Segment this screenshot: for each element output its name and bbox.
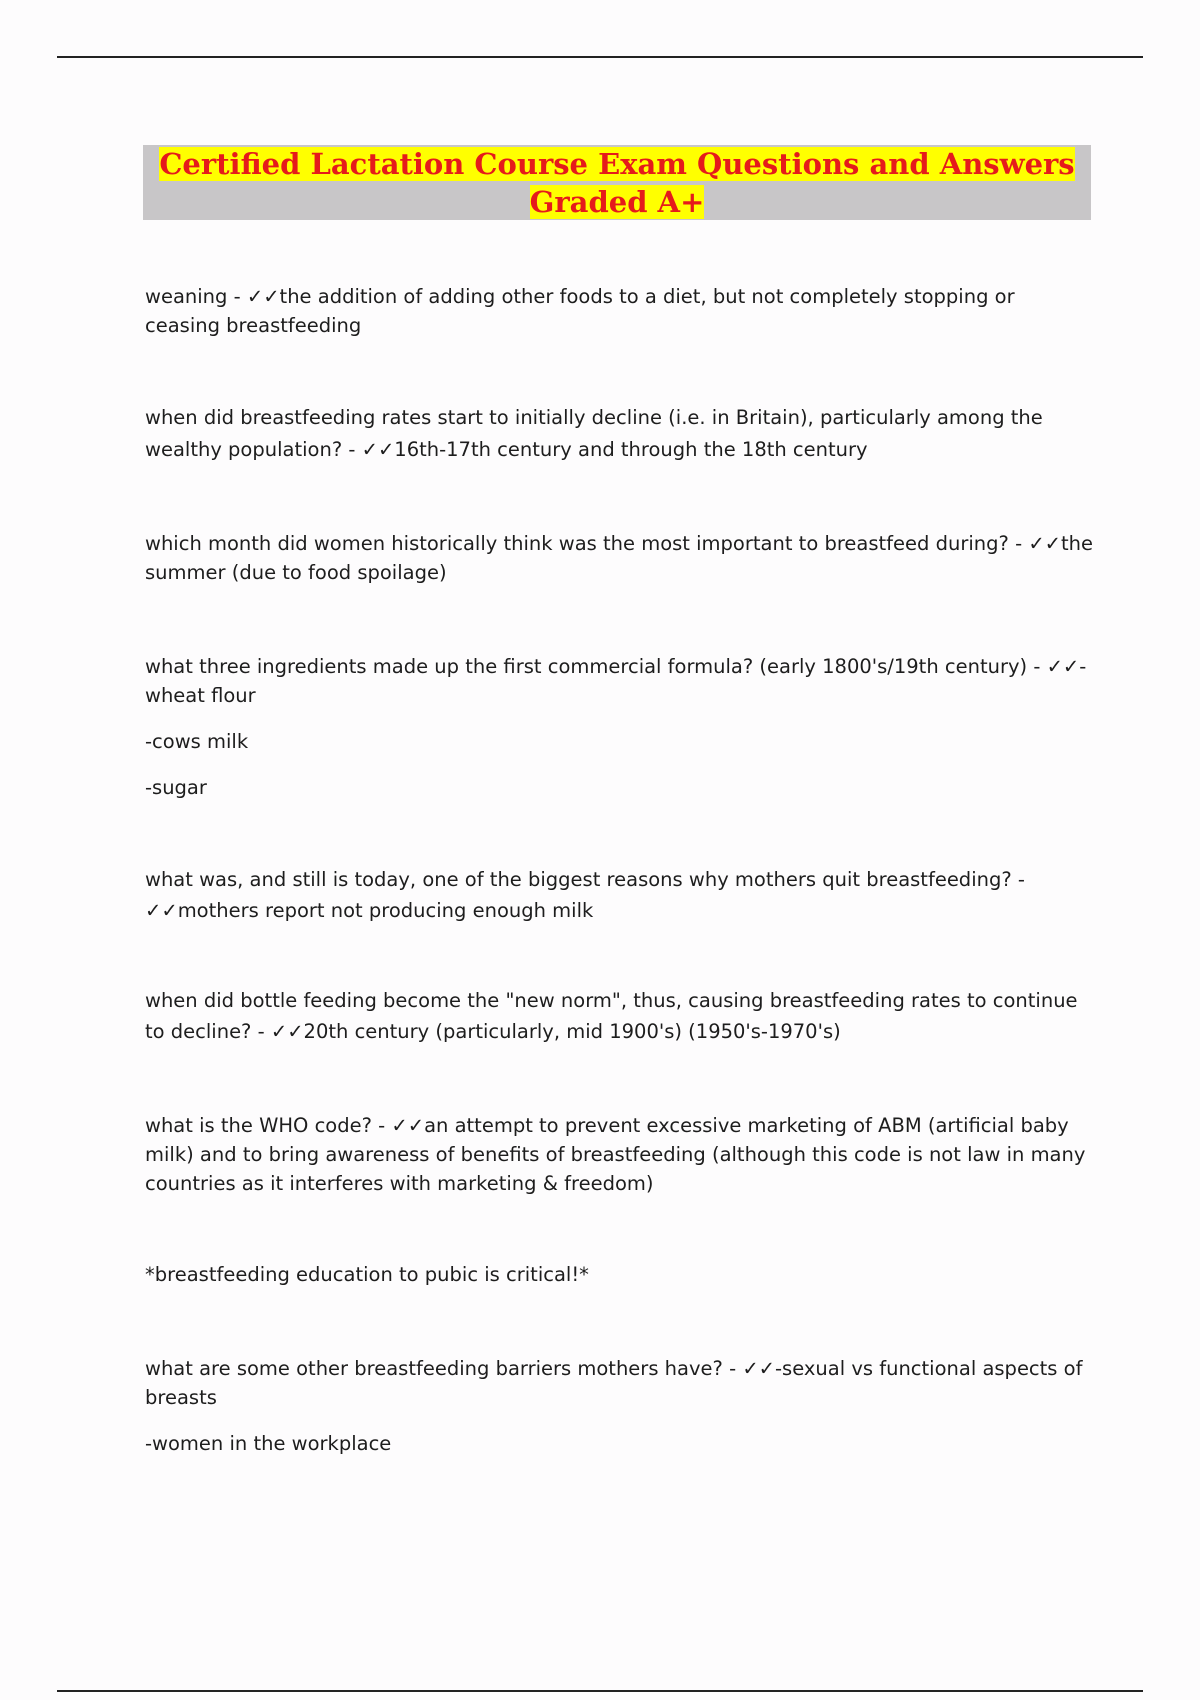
check-mark-icon: ✓✓ — [1028, 532, 1061, 555]
answer-text: mothers report not producing enough milk — [177, 899, 594, 922]
answer-text: -wheat flour — [145, 655, 1087, 707]
check-mark-icon: ✓✓ — [742, 1357, 776, 1380]
answer-text: 20th century (particularly, mid 1900's) (1950's-1970's) — [303, 1020, 841, 1043]
footer-rule — [57, 1690, 1143, 1692]
qa-line: what was, and still is today, one of the biggest reasons why mothers quit breastfeeding? - ✓✓mothers report not producing enough milk — [145, 868, 1025, 922]
answer-list-item: -cows milk — [145, 730, 249, 753]
qa-entry-who-code — [145, 1111, 1095, 1215]
question-text: what is the WHO code? — [145, 1114, 372, 1137]
qa-entry-weaning — [145, 282, 1095, 357]
question-text: when did breastfeeding rates start to initially decline (i.e. in Britain), particularly among the wealthy population? — [145, 406, 1043, 461]
question-text: when did bottle feeding become the "new norm", thus, causing breastfeeding rates to continue to decline? — [145, 989, 1078, 1043]
answer-text: the addition of adding other foods to a diet, but not completely stopping or ceasing breastfeeding — [145, 285, 1015, 337]
check-mark-icon: ✓✓ — [361, 438, 395, 461]
qa-line: when did breastfeeding rates start to initially decline (i.e. in Britain), particularly among the wealthy population? - ✓✓16th-17th century and through the 18th century — [145, 406, 1043, 461]
qa-line: which month did women historically think was the most important to breastfeed during? - ✓✓the summer (due to food spoilage) — [145, 532, 1094, 584]
check-mark-icon: ✓✓ — [391, 1114, 425, 1137]
answer-text: -sexual vs functional aspects of breasts — [145, 1357, 1083, 1409]
check-mark-icon: ✓✓ — [246, 285, 280, 308]
qa-entry-barriers — [145, 1354, 1095, 1475]
title-banner — [143, 145, 1091, 220]
qa-line: what is the WHO code? - ✓✓an attempt to prevent excessive marketing of ABM (artificial baby milk) and to bring awareness of benefits of breastfeeding (although this code is not law in many countries as it interferes with marketing & freedom) — [145, 1114, 1086, 1195]
qa-line: what three ingredients made up the first commercial formula? (early 1800's/19th century) - ✓✓-wheat flour — [145, 655, 1087, 707]
check-mark-icon: ✓✓ — [145, 899, 178, 922]
qa-entry-bottle-feeding — [145, 985, 1095, 1064]
answer-list-item: -women in the workplace — [145, 1432, 392, 1455]
qa-entry-formula — [145, 652, 1095, 819]
check-mark-icon: ✓✓ — [270, 1020, 304, 1043]
check-mark-icon: ✓✓ — [1046, 655, 1080, 678]
question-text: what are some other breastfeeding barriers mothers have? — [145, 1357, 723, 1380]
qa-entry-note — [145, 1260, 1095, 1306]
qa-line: what are some other breastfeeding barriers mothers have? - ✓✓-sexual vs functional aspects of breasts — [145, 1357, 1083, 1409]
note-text: *breastfeeding education to pubic is critical!* — [145, 1263, 589, 1286]
qa-line: when did bottle feeding become the "new norm", thus, causing breastfeeding rates to continue to decline? - ✓✓20th century (particularly, mid 1900's) (1950's-1970's) — [145, 989, 1078, 1043]
question-text: what was, and still is today, one of the biggest reasons why mothers quit breastfeeding? — [145, 868, 1012, 891]
header-rule — [57, 56, 1143, 58]
qa-entry-summer — [145, 529, 1095, 604]
answer-text: the summer (due to food spoilage) — [145, 532, 1094, 584]
answer-list-item: -sugar — [145, 776, 207, 799]
question-text: what three ingredients made up the first commercial formula? (early 1800's/19th century) — [145, 655, 1028, 678]
answer-text: 16th-17th century and through the 18th century — [394, 438, 868, 461]
qa-entry-decline — [145, 402, 1095, 483]
question-text: weaning — [145, 285, 228, 308]
qa-line: weaning - ✓✓the addition of adding other foods to a diet, but not completely stopping or ceasing breastfeeding — [145, 285, 1015, 337]
qa-entry-quit-reasons — [145, 864, 1095, 943]
page-title: Certified Lactation Course Exam Questions and Answers Graded A+ — [159, 147, 1075, 219]
answer-text: an attempt to prevent excessive marketing of ABM (artificial baby milk) and to bring awareness of benefits of breastfeeding (although this code is not law in many countries as it interferes with marketing & freedom) — [145, 1114, 1086, 1195]
question-text: which month did women historically think was the most important to breastfeed during? — [145, 532, 1009, 555]
